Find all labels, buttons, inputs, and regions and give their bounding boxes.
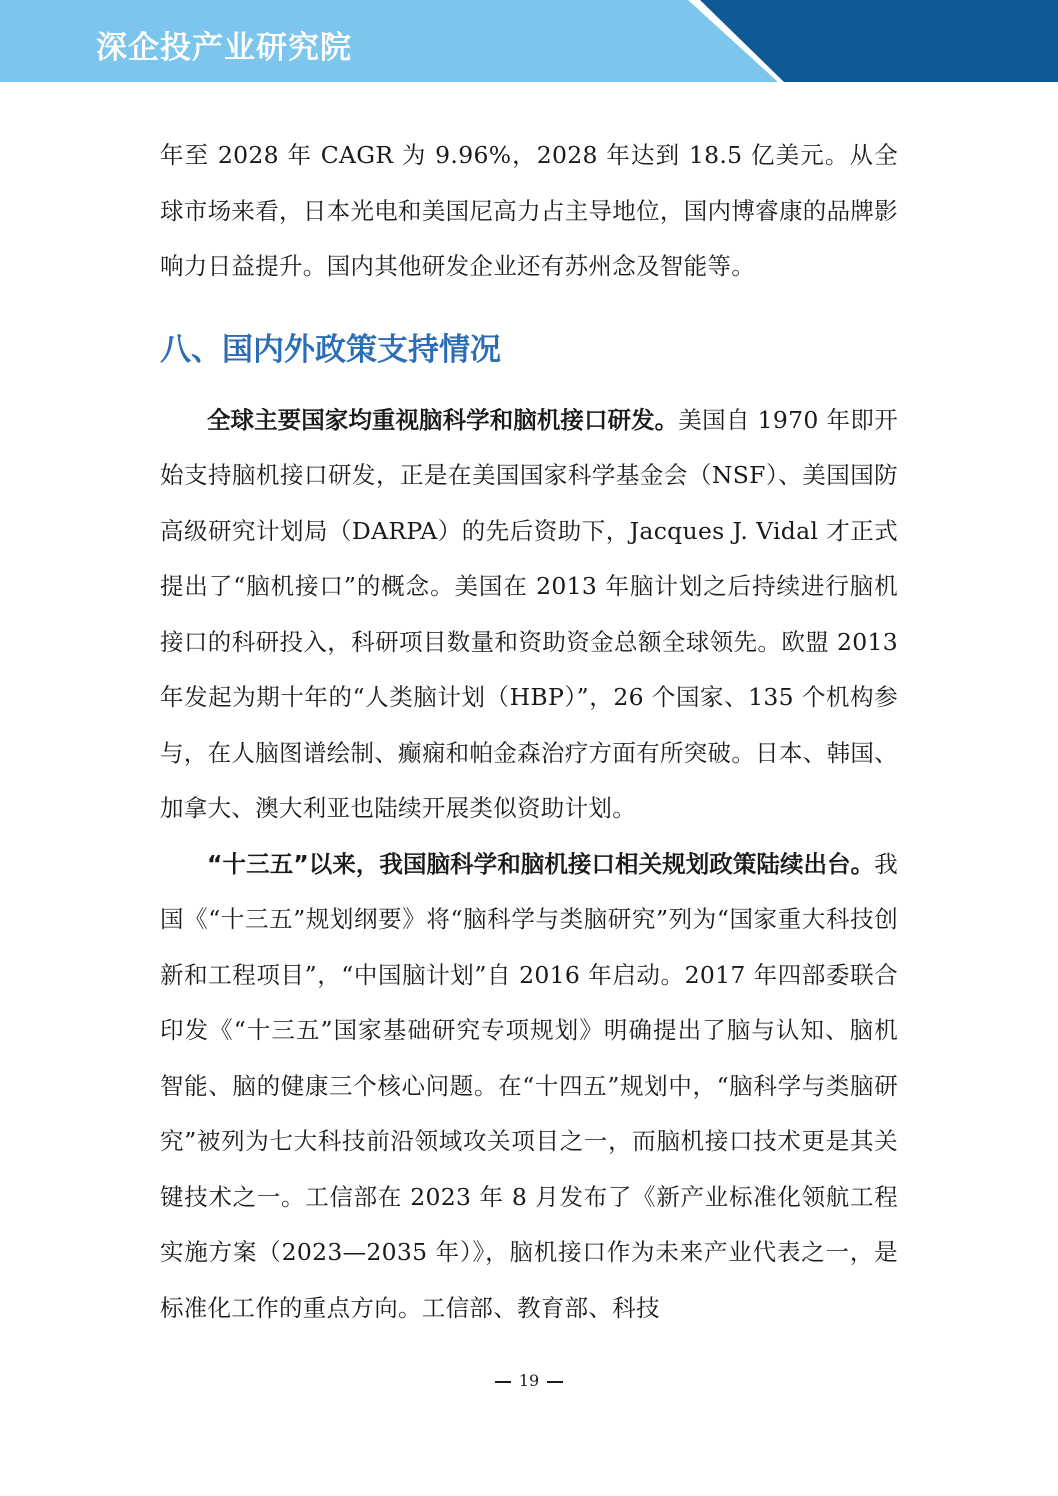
- paragraph-china-policy: [160, 837, 898, 1337]
- paragraph-china-policy-lead: “十三五”以来，我国脑科学和脑机接口相关规划政策陆续出台。: [207, 849, 875, 878]
- header-title: 深企投产业研究院: [96, 30, 352, 66]
- page-number-dash-left: [495, 1381, 511, 1383]
- page-number-value: 19: [518, 1371, 540, 1390]
- paragraph-china-policy-text: 我国《“十三五”规划纲要》将“脑科学与类脑研究”列为“国家重大科技创新和工程项目”，“中国脑计划”自 2016 年启动。2017 年四部委联合印发《“十三五”国家基础研究专项规划》明确提出了脑与认知、脑机智能、脑的健康三个核心问题。在“十四五”规划中，“脑科学与类脑研究”被列为七大科技前沿领域攻关项目之一，而脑机接口技术更是其关键技术之一。工信部在 2023 年 8 月发布了《新产业标准化领航工程实施方案（2023—2035 年）》，脑机接口作为未来产业代表之一，是标准化工作的重点方向。工信部、教育部、科技: [160, 849, 898, 1322]
- page-number: [0, 1371, 1058, 1390]
- section-heading: 八、国内外政策支持情况: [160, 331, 501, 368]
- document-body: [160, 128, 898, 1336]
- paragraph-global-policy-lead: 全球主要国家均重视脑科学和脑机接口研发。: [207, 405, 679, 434]
- page-number-dash-right: [547, 1381, 563, 1383]
- paragraph-global-policy-text: 美国自 1970 年即开始支持脑机接口研发，正是在美国国家科学基金会（NSF）、美国国防高级研究计划局（DARPA）的先后资助下，Jacques J. Vidal 才正式提出了“脑机接口”的概念。美国在 2013 年脑计划之后持续进行脑机接口的科研投入，科研项目数量和资助资金总额全球领先。欧盟 2013 年发起为期十年的“人类脑计划（HBP）”，26 个国家、135 个机构参与，在人脑图谱绘制、癫痫和帕金森治疗方面有所突破。日本、韩国、加拿大、澳大利亚也陆续开展类似资助计划。: [160, 405, 898, 822]
- paragraph-global-policy: [160, 393, 898, 837]
- paragraph-market-summary: 年至 2028 年 CAGR 为 9.96%，2028 年达到 18.5 亿美元。从全球市场来看，日本光电和美国尼高力占主导地位，国内博睿康的品牌影响力日益提升。国内其他研发企业还有苏州念及智能等。: [160, 141, 898, 280]
- page-header: [0, 0, 1058, 82]
